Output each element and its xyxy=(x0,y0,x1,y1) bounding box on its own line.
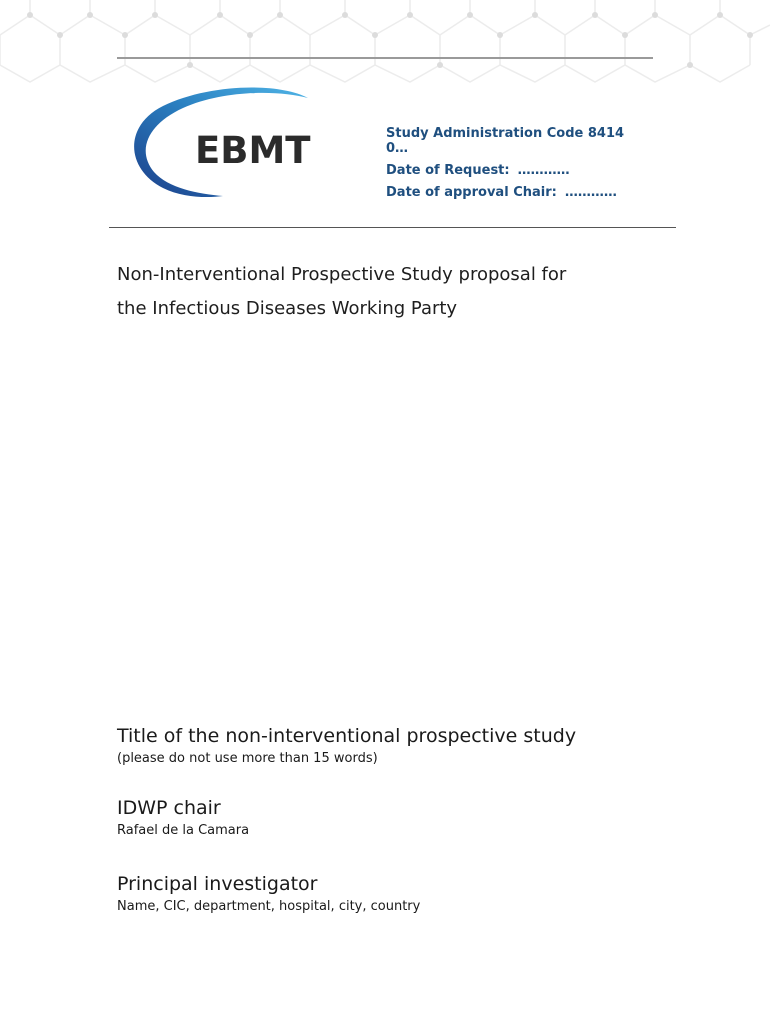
ebmt-logo xyxy=(128,84,328,200)
idwp-chair-heading: IDWP chair xyxy=(117,797,221,819)
proposal-title-line-1: Non-Interventional Prospective Study proposal for xyxy=(117,264,567,285)
idwp-chair-name: Rafael de la Camara xyxy=(117,823,250,838)
date-of-request-row xyxy=(386,163,666,178)
top-divider xyxy=(117,57,653,59)
date-of-request-label: Date of Request: xyxy=(386,163,510,178)
study-title-heading: Title of the non-interventional prospective study xyxy=(117,725,577,747)
header-divider xyxy=(109,227,676,228)
logo-text: EBMT xyxy=(195,129,311,172)
study-admin-block xyxy=(386,126,666,200)
idwp-chair-section xyxy=(117,796,677,840)
study-admin-code: Study Administration Code 8414 xyxy=(386,126,625,141)
principal-investigator-details: Name, CIC, department, hospital, city, country xyxy=(117,899,421,914)
date-of-request-value: ………… xyxy=(517,163,570,178)
principal-investigator-section xyxy=(117,872,677,916)
date-of-approval-row xyxy=(386,185,666,200)
study-title-hint: (please do not use more than 15 words) xyxy=(117,751,378,766)
proposal-title xyxy=(117,258,677,326)
study-title-section xyxy=(117,724,677,768)
date-of-approval-label: Date of approval Chair: xyxy=(386,185,557,200)
principal-investigator-heading: Principal investigator xyxy=(117,873,318,895)
hexagon-pattern-background xyxy=(0,0,770,90)
date-of-approval-value: ………… xyxy=(564,185,617,200)
study-admin-code-cont: 0… xyxy=(386,141,409,156)
proposal-title-line-2: the Infectious Diseases Working Party xyxy=(117,298,458,319)
